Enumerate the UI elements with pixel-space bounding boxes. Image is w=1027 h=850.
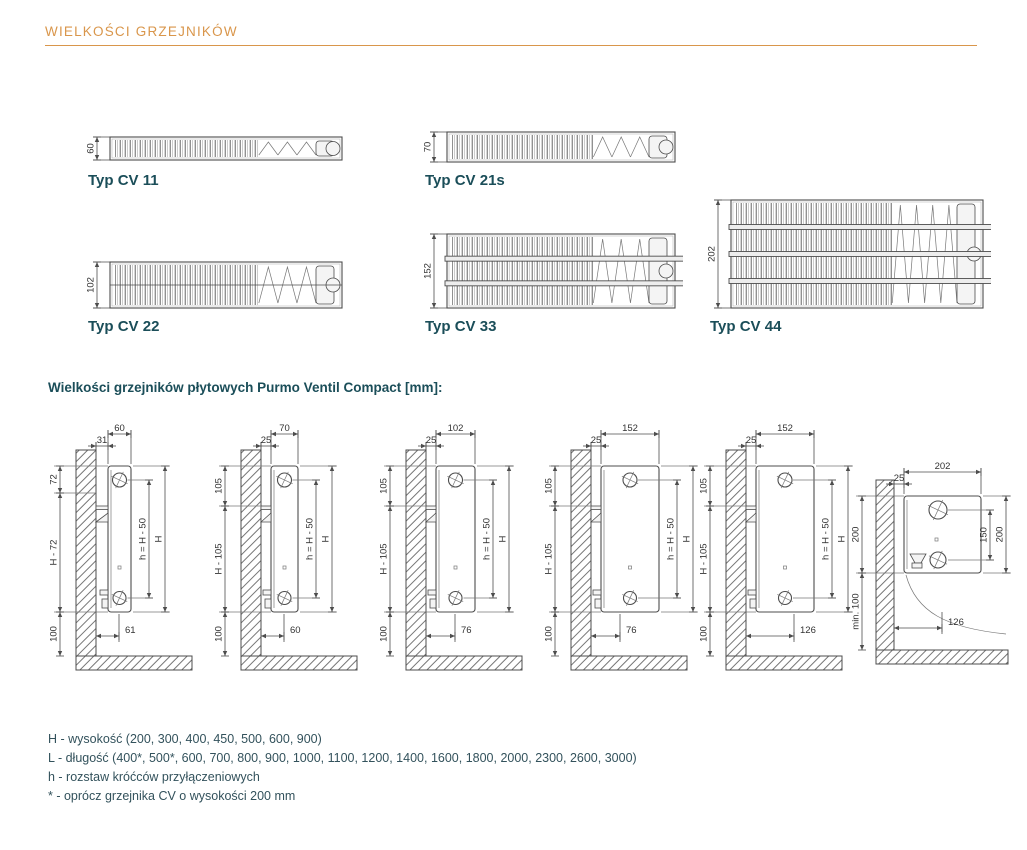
dimension-label: 105	[378, 478, 390, 494]
side-view-drawing-cv21s	[205, 420, 375, 693]
dimension-label: 200	[994, 526, 1006, 543]
dimension-label: 70	[279, 423, 290, 434]
dimension-label: 31	[96, 435, 108, 446]
radiator-side-view	[535, 420, 705, 688]
dimension-label: 152	[622, 423, 638, 434]
dimension-label: 60	[290, 625, 301, 636]
radiator-detail-view	[850, 462, 1027, 684]
dimension-label: h = H - 50	[820, 518, 832, 560]
dimension-label: H - 105	[378, 543, 390, 575]
dimension-label: H	[681, 535, 693, 543]
dimension-label: H - 105	[213, 543, 225, 575]
radiator-side-view	[40, 420, 210, 688]
dimension-label: min. 100	[850, 593, 862, 630]
dimension-label: 25	[745, 435, 757, 446]
dimension-label: 202	[934, 462, 951, 472]
dimension-label: h = H - 50	[137, 518, 149, 560]
cross-section-drawing-cv44	[705, 195, 991, 318]
dimension-label: 25	[260, 435, 272, 446]
radiator-type-label-cv22: Typ CV 22	[88, 318, 160, 335]
dimension-label: 200	[850, 526, 862, 543]
radiator-side-view	[690, 420, 860, 688]
dimension-label: 70	[422, 141, 434, 153]
side-view-drawing-cv22	[370, 420, 540, 693]
dimension-label: 105	[213, 478, 225, 494]
dimension-label: 25	[893, 473, 905, 484]
page-title: WIELKOŚCI GRZEJNIKÓW	[45, 24, 238, 39]
detail-view-drawing-low-radiator	[850, 462, 1027, 689]
dimension-label: 152	[777, 423, 793, 434]
cross-section-drawing-cv11	[84, 132, 350, 170]
dimension-label: 72	[48, 474, 60, 485]
dimension-label: 126	[948, 617, 964, 628]
dimension-label: 126	[800, 625, 816, 636]
radiator-top-view	[84, 257, 350, 313]
dimension-label: H	[497, 535, 509, 543]
side-view-drawing-cv11	[40, 420, 210, 693]
dimension-label: H	[836, 535, 848, 543]
dimension-label: 100	[213, 626, 225, 642]
dimension-label: H - 72	[48, 539, 60, 566]
dimension-label: 105	[543, 478, 555, 494]
radiator-type-label-cv11: Typ CV 11	[88, 172, 159, 189]
cross-section-drawing-cv21s	[421, 127, 683, 172]
radiator-type-label-cv21s: Typ CV 21s	[425, 172, 505, 189]
radiator-side-view	[205, 420, 375, 688]
dimension-label: 60	[85, 143, 97, 154]
section-heading: Wielkości grzejników płytowych Purmo Ventil Compact [mm]:	[48, 380, 443, 395]
dimension-label: 76	[626, 625, 637, 636]
dimension-label: h = H - 50	[481, 518, 493, 560]
dimension-label: 152	[422, 263, 434, 279]
dimension-label: 150	[978, 527, 990, 543]
dimension-label: 25	[590, 435, 602, 446]
radiator-type-label-cv44: Typ CV 44	[710, 318, 782, 335]
legend-line-length: L - długość (400*, 500*, 600, 700, 800, 900, 1000, 1100, 1200, 1400, 1600, 1800, 2000, 2300, 2600, 3000)	[48, 751, 637, 765]
radiator-top-view	[705, 195, 991, 313]
legend	[48, 730, 637, 806]
cross-section-drawing-cv22	[84, 257, 350, 318]
dimension-label: 102	[85, 277, 97, 293]
legend-line-height: H - wysokość (200, 300, 400, 450, 500, 600, 900)	[48, 732, 322, 746]
dimension-label: H - 105	[698, 543, 710, 575]
dimension-label: 100	[543, 626, 555, 642]
cross-section-drawing-cv33	[421, 229, 683, 318]
dimension-label: 76	[461, 625, 472, 636]
legend-line-spacing: h - rozstaw króćców przyłączeniowych	[48, 770, 260, 784]
dimension-label: 100	[698, 626, 710, 642]
radiator-side-view	[370, 420, 540, 688]
radiator-top-view	[421, 229, 683, 313]
radiator-top-view	[84, 132, 350, 165]
dimension-label: 102	[447, 423, 464, 434]
dimension-label: 202	[706, 246, 718, 262]
side-view-drawing-cv33	[535, 420, 705, 693]
title-underline	[45, 45, 977, 46]
dimension-label: 100	[378, 626, 390, 642]
dimension-label: 60	[114, 423, 125, 434]
dimension-label: 61	[125, 625, 136, 636]
legend-line-note: * - oprócz grzejnika CV o wysokości 200 mm	[48, 789, 296, 803]
radiator-top-view	[421, 127, 683, 167]
dimension-label: 105	[698, 478, 710, 494]
side-view-drawing-cv44-tall	[690, 420, 860, 693]
dimension-label: h = H - 50	[304, 518, 316, 560]
dimension-label: 25	[425, 435, 437, 446]
dimension-label: h = H - 50	[665, 518, 677, 560]
radiator-type-label-cv33: Typ CV 33	[425, 318, 497, 335]
dimension-label: 100	[48, 626, 60, 642]
dimension-label: H	[153, 535, 165, 543]
dimension-label: H - 105	[543, 543, 555, 575]
dimension-label: H	[320, 535, 332, 543]
